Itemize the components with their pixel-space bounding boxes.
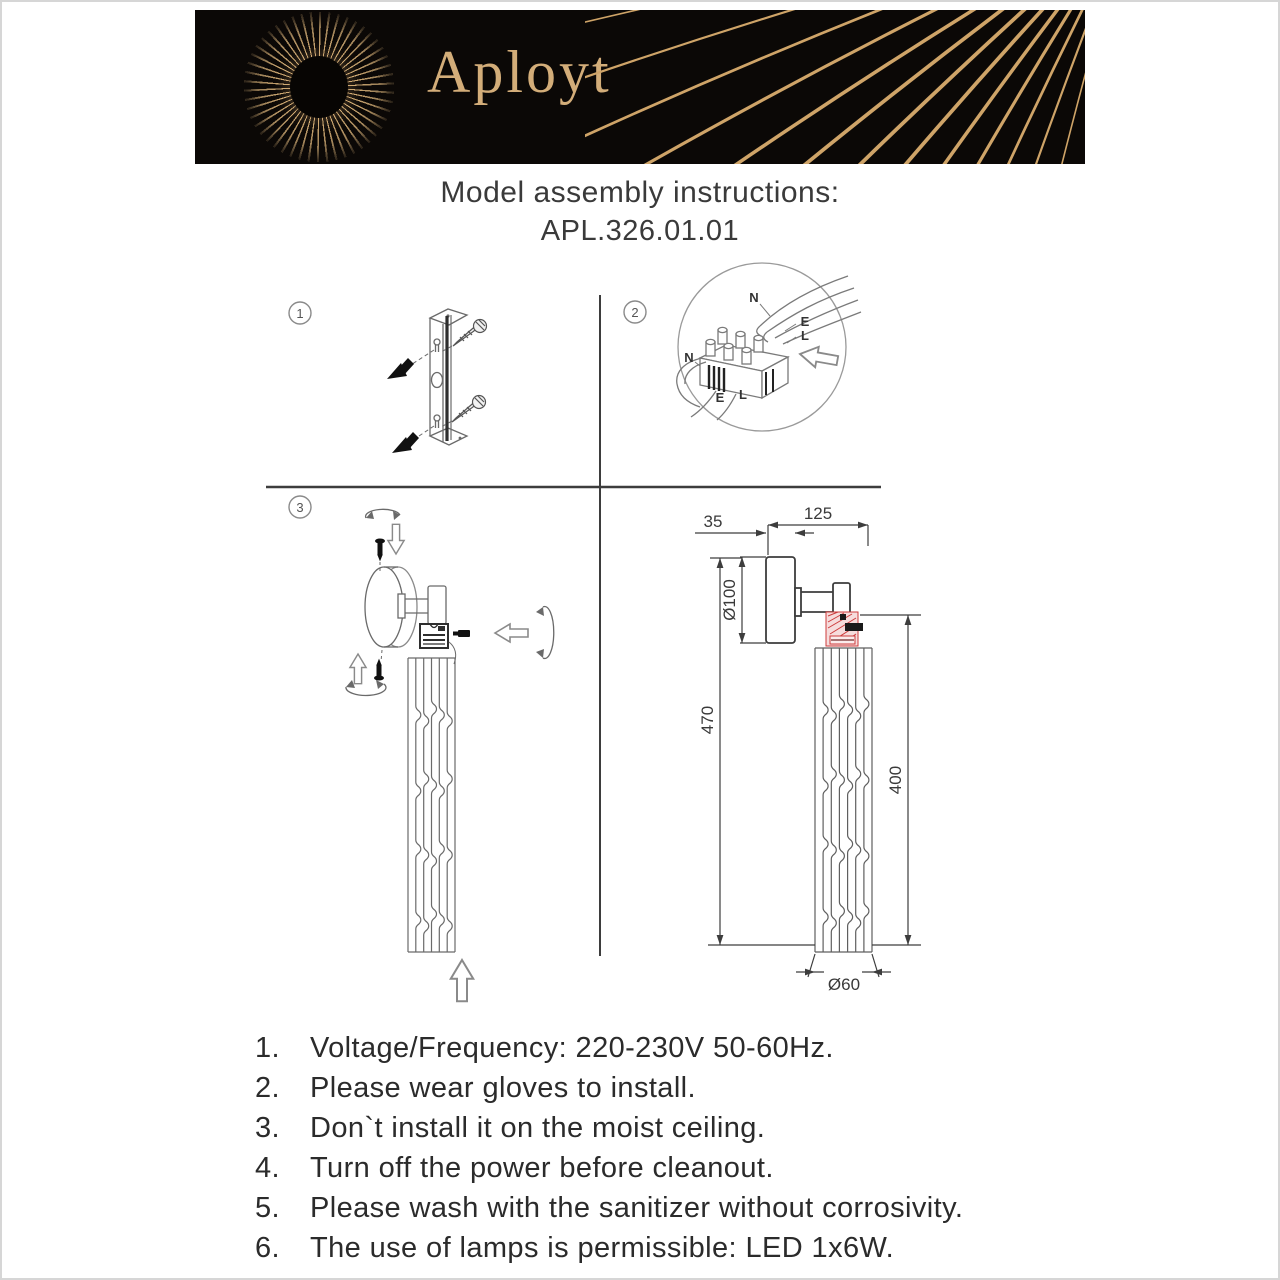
assembly-diagram [248, 250, 1048, 1016]
dimension-labels [698, 504, 905, 994]
dimension-arrowheads [717, 522, 912, 976]
instruction-text: Don`t install it on the moist ceiling. [310, 1111, 766, 1144]
wire-label-e-top: E [800, 314, 810, 329]
fixing-screw-icon [375, 660, 384, 680]
ribbed-tube-side-drawing [815, 648, 872, 952]
step-1-number: 1 [296, 306, 304, 321]
wire-label-n-bottom: N [684, 350, 694, 365]
step-2-number: 2 [631, 305, 639, 320]
instruction-text: The use of lamps is permissible: LED 1x6W. [310, 1231, 895, 1264]
page-title: Model assembly instructions: [440, 176, 840, 209]
screw-icon [452, 396, 486, 423]
instruction-number: 6. [255, 1231, 280, 1264]
insert-arrow-icon [495, 624, 528, 642]
instruction-item [255, 1188, 963, 1228]
decorative-rays-icon [585, 10, 1085, 164]
clamp-bracket-red [826, 612, 863, 646]
model-number: APL.326.01.01 [540, 215, 740, 247]
screw-icon [453, 320, 487, 347]
instruction-number: 5. [255, 1191, 280, 1224]
brand-banner [195, 10, 1085, 164]
instruction-number: 3. [255, 1111, 280, 1144]
dim-wall-offset-label: 35 [703, 512, 723, 531]
dim-tube-diameter-label: Ø60 [827, 975, 861, 994]
step-2-wiring-drawing [677, 263, 861, 431]
fixing-screw-icon [376, 539, 385, 560]
wire-label-e-bottom: E [715, 390, 725, 405]
wall-plug-arrow-icon [387, 358, 414, 379]
dim-tube-height-label: 400 [886, 765, 905, 795]
wire-label-l-bottom: L [739, 387, 747, 402]
direction-arrow-icon [798, 344, 839, 371]
down-arrow-icon [388, 524, 404, 554]
instruction-list [255, 1028, 963, 1268]
step-2-badge [624, 301, 646, 323]
assembly-diagram-svg [248, 250, 1048, 1016]
instruction-text: Voltage/Frequency: 220-230V 50-60Hz. [310, 1031, 834, 1064]
set-screw-icon [453, 630, 470, 637]
instruction-item [255, 1108, 963, 1148]
instruction-item [255, 1228, 963, 1268]
instruction-item [255, 1068, 963, 1108]
instruction-item [255, 1148, 963, 1188]
instruction-item [255, 1028, 963, 1068]
instruction-number: 1. [255, 1031, 280, 1064]
tube-up-arrow-icon [451, 960, 474, 1001]
step-3-number: 3 [296, 500, 304, 515]
sunburst-logo-icon [244, 12, 394, 162]
title-block [0, 176, 1280, 248]
brand-name: Aployt [427, 39, 612, 105]
wire-label-l-top: L [801, 328, 809, 343]
dim-plate-diameter-label: Ø100 [720, 579, 739, 621]
dim-total-height-label: 470 [698, 705, 717, 735]
instruction-text: Please wash with the sanitizer without corrosivity. [310, 1191, 964, 1224]
step-3-badge [289, 496, 311, 518]
step-1-bracket-drawing [406, 309, 467, 445]
wire-label-n-top: N [749, 290, 759, 305]
dim-depth-label: 125 [803, 504, 833, 523]
instruction-text: Turn off the power before cleanout. [310, 1151, 774, 1184]
instruction-number: 2. [255, 1071, 280, 1104]
ribbed-tube-drawing [408, 658, 455, 952]
up-arrow-icon [350, 654, 366, 684]
sunburst-core [290, 56, 348, 118]
instruction-number: 4. [255, 1151, 280, 1184]
step-1-badge [289, 302, 311, 324]
instruction-text: Please wear gloves to install. [310, 1071, 696, 1104]
wall-plug-arrow-icon [392, 432, 419, 453]
